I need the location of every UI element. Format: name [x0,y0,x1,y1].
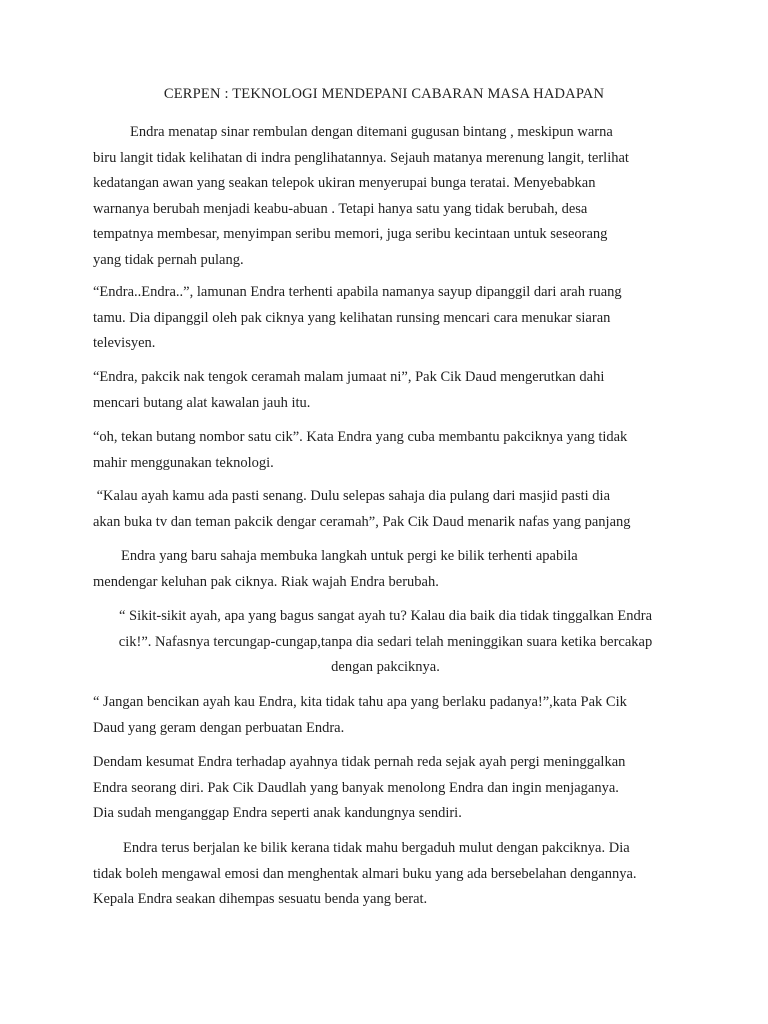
paragraph-line: cik!”. Nafasnya tercungap-cungap,tanpa dia sedari telah meninggikan suara ketika bercakap [118,633,653,650]
paragraph-line: “ Sikit-sikit ayah, apa yang bagus sangat ayah tu? Kalau dia baik dia tidak tinggalkan Endra [118,608,653,624]
paragraph-3 [93,365,678,416]
paragraph-2 [93,280,678,357]
paragraph-line: “Endra..Endra..”, lamunan Endra terhenti apabila namanya sayup dipanggil dari arah ruang [93,284,622,300]
paragraph-line: “oh, tekan butang nombor satu cik”. Kata Endra yang cuba membantu pakciknya yang tidak [93,429,628,445]
paragraph-line: Endra menatap sinar rembulan dengan ditemani gugusan bintang , meskipun warna [130,124,613,140]
paragraph-line: dengan pakciknya. [331,659,440,675]
paragraph-line: kedatangan awan yang seakan telepok ukiran menyerupai bunga teratai. Menyebabkan [93,175,596,191]
paragraph-line: tempatnya membesar, menyimpan seribu memori, juga seribu kecintaan untuk seseorang [93,226,608,242]
paragraph-line: televisyen. [93,335,156,351]
paragraph-line: mencari butang alat kawalan jauh itu. [93,394,311,411]
paragraph-line: Daud yang geram dengan perbuatan Endra. [93,719,345,736]
paragraph-line: yang tidak pernah pulang. [93,251,244,268]
paragraph-4 [93,425,678,476]
paragraph-line: tidak boleh mengawal emosi dan menghentak almari buku yang ada bersebelahan dengannya. [93,865,637,882]
paragraph-line: warnanya berubah menjadi keabu-abuan . Tetapi hanya satu yang tidak berubah, desa [93,200,588,217]
paragraph-line: tamu. Dia dipanggil oleh pak ciknya yang kelihatan runsing mencari cara menukar siaran [93,309,611,326]
paragraph-line: biru langit tidak kelihatan di indra penglihatannya. Sejauh matanya merenung langit, terlihat [93,149,629,166]
paragraph-line: “Endra, pakcik nak tengok ceramah malam jumaat ni”, Pak Cik Daud mengerutkan dahi [93,369,605,385]
paragraph-line: akan buka tv dan teman pakcik dengar ceramah”, Pak Cik Daud menarik nafas yang panjang [93,513,631,530]
paragraph-line: “ Jangan bencikan ayah kau Endra, kita tidak tahu apa yang berlaku padanya!”,kata Pak Cik [93,694,627,710]
paragraph-line: Kepala Endra seakan dihempas sesuatu benda yang berat. [93,891,428,907]
paragraph-line: mendengar keluhan pak ciknya. Riak wajah Endra berubah. [93,573,439,590]
paragraph-line: mahir menggunakan teknologi. [93,454,274,471]
paragraph-line: “Kalau ayah kamu ada pasti senang. Dulu selepas sahaja dia pulang dari masjid pasti dia [93,488,611,504]
paragraph-5 [93,484,678,535]
paragraph-1 [93,120,678,273]
paragraph-line: Endra seorang diri. Pak Cik Daudlah yang banyak menolong Endra dan ingin menjaganya. [93,779,619,796]
paragraph-7 [93,604,678,681]
paragraph-8 [93,690,678,741]
paragraph-line: Endra terus berjalan ke bilik kerana tidak mahu bergaduh mulut dengan pakciknya. Dia [123,840,630,856]
paragraph-10 [93,836,678,913]
paragraph-line: Dendam kesumat Endra terhadap ayahnya tidak pernah reda sejak ayah pergi meninggalkan [93,754,626,770]
paragraph-6 [93,544,678,595]
paragraph-line: Dia sudah menganggap Endra seperti anak kandungnya sendiri. [93,805,462,821]
story-title: CERPEN : TEKNOLOGI MENDEPANI CABARAN MASA HADAPAN [163,86,605,102]
paragraph-line: Endra yang baru sahaja membuka langkah untuk pergi ke bilik terhenti apabila [121,548,578,564]
paragraph-9 [93,750,678,827]
